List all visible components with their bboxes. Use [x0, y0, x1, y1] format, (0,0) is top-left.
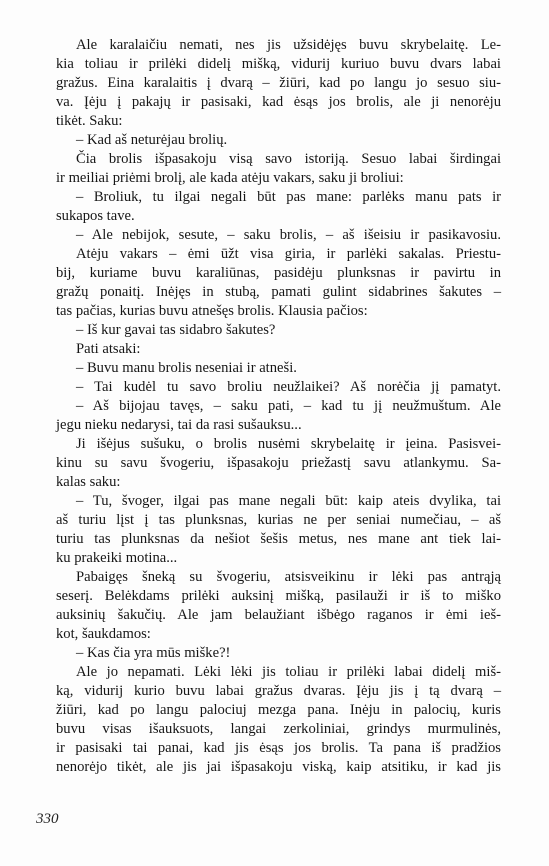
page-number: 330: [36, 811, 59, 827]
text-line: kinu su savu švogeriu, išpasakoju priežastį savu atlankymu. Sa-: [56, 455, 501, 471]
text-line: ir pasisaki tai panai, kad jis ėsąs jos brolis. Ta pana iš pradžios: [56, 740, 501, 756]
text-line: buvu visas išauksuots, langai zerkoliniai, grindys murmulinės,: [56, 721, 501, 737]
text-line: – Tu, švoger, ilgai pas mane negali būt: kaip ateis dvylika, tai: [76, 493, 501, 509]
text-line: Ale karalaičiu nemati, nes jis užsidėjęs buvu skrybelaitę. Le-: [76, 37, 501, 53]
text-line: Čia brolis išpasakoju visą savo istoriją. Sesuo labai širdingai: [76, 151, 501, 167]
text-line: – Kad aš neturėjau brolių.: [76, 132, 228, 148]
text-line: nenorėjo tikėt, ale jis jai išpasakoju viską, kaip atsitiku, ir kad jis: [56, 759, 501, 775]
text-line: kot, šaukdamos:: [56, 626, 151, 642]
text-line: žiūri, kad po langu palociuj mezga pana. Inėju in palocių, kuris: [56, 702, 501, 718]
text-line: sukapos tave.: [56, 208, 135, 224]
text-line: aš turiu lįst į tas plunksnas, kurias ne per seniai numečiau, – aš: [56, 512, 501, 528]
text-line: Atėju vakars – ėmi ūžt visa giria, ir parlėki sakalas. Priestu-: [76, 246, 501, 262]
text-line: turiu tas plunksnas da nešiot šešis metus, nes mane ant tiek lai-: [56, 531, 501, 547]
text-line: – Ale nebijok, sesute, – saku brolis, – aš išeisiu ir pasikavosiu.: [76, 227, 501, 243]
text-line: gražų ponaitį. Inėjęs in stubą, pamati gulint sidabrines šakutes –: [56, 284, 501, 300]
text-line: Pabaigęs šneką su švogeriu, atsisveikinu ir lėki pas antrąją: [76, 569, 501, 585]
text-line: – Iš kur gavai tas sidabro šakutes?: [76, 322, 276, 338]
text-line: auksinių šakučių. Ale jam belaužiant išbėgo raganos ir ėmi ieš-: [56, 607, 501, 623]
text-line: ku prakeiki motina...: [56, 550, 178, 566]
text-line: – Tai kudėl tu savo broliu neužlaikei? Aš norėčia jį pamatyt.: [76, 379, 501, 395]
text-line: jegu nieku nedarysi, tai da rasi sušauksu...: [56, 417, 302, 433]
text-line: – Aš bijojau tavęs, – saku pati, – kad tu jį neužmuštum. Ale: [76, 398, 501, 414]
text-line: kia toliau ir prilėki didelį mišką, vidurij kuriuo buvu dvars labai: [56, 56, 501, 72]
text-line: Ale jo nepamati. Lėki lėki jis toliau ir prilėki labai didelį miš-: [76, 664, 501, 680]
text-line: Ji išėjus sušuku, o brolis nusėmi skrybelaitę ir įeina. Pasisvei-: [76, 436, 501, 452]
text-line: tas pačias, kurias buvu atnešęs brolis. Klausia pačios:: [56, 303, 368, 319]
text-line: – Buvu manu brolis neseniai ir atneši.: [76, 360, 297, 376]
text-line: va. Įėju į pakajų ir pasisaki, kad ėsąs jos brolis, ale ji nenorėju: [56, 94, 501, 110]
text-line: – Broliuk, tu ilgai negali būt pas mane: parlėks manu pats ir: [76, 189, 501, 205]
text-line: tikėt. Saku:: [56, 113, 123, 129]
text-line: seserį. Belėkdams prilėki auksinį mišką, pasilauži ir iš to miško: [56, 588, 501, 604]
page-body-text: [56, 36, 501, 777]
text-line: kalas saku:: [56, 474, 121, 490]
text-line: gražus. Eina karalaitis į dvarą – žiūri, kad po langu jo sesuo siu-: [56, 75, 501, 91]
text-line: Pati atsaki:: [76, 341, 141, 357]
text-line: – Kas čia yra mūs miške?!: [76, 645, 231, 661]
text-line: ką, vidurij kurio buvu labai gražus dvaras. Įėju jis į tą dvarą –: [56, 683, 501, 699]
text-line: ir meiliai priėmi brolį, ale kada atėju vakars, saku ji broliui:: [56, 170, 404, 186]
text-line: bij, kuriame buvu karaliūnas, pasidėju plunksnas ir pavirtu in: [56, 265, 501, 281]
